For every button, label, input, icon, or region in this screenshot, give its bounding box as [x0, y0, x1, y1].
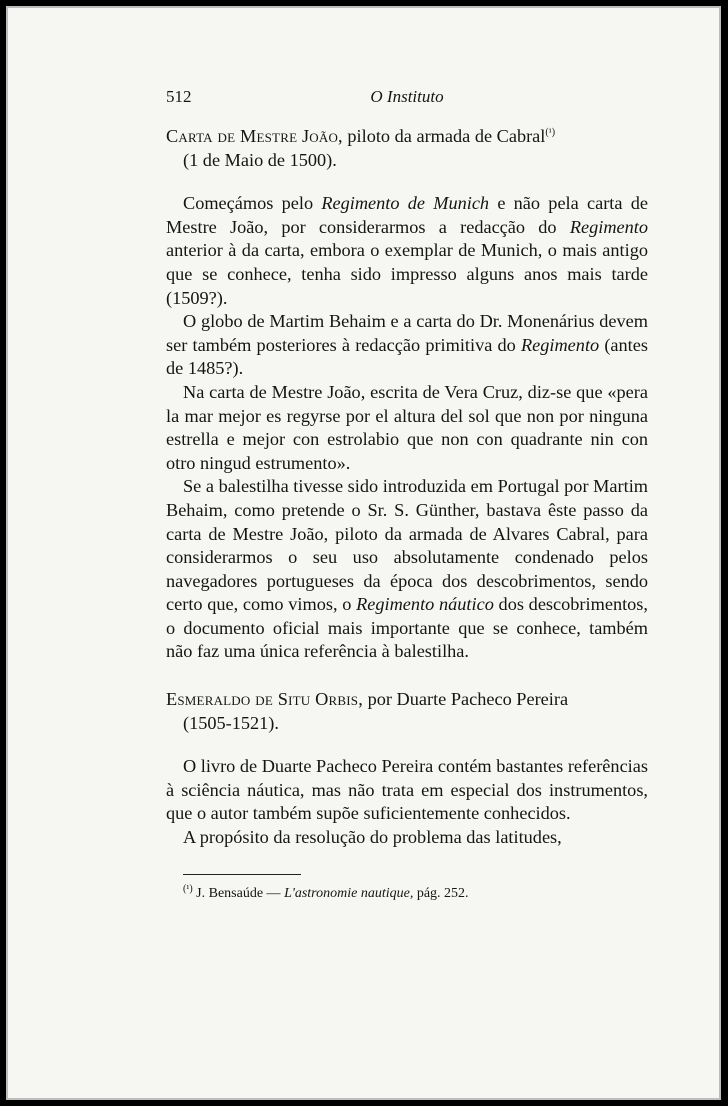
p2-text-a: O globo de Martim Behaim e a carta do Dr. Monenárius devem ser também posteriores à redacção primitiva do [166, 311, 648, 355]
p1-text-c: e não pela carta de Mestre João, por considerarmos a redacção do [166, 193, 648, 237]
p2-italic-b: Regimento [520, 334, 600, 355]
footnote-rule [183, 874, 301, 875]
page-number: 512 [166, 87, 192, 106]
paragraph-5: O livro de Duarte Pacheco Pereira contém bastantes referências à sciência náutica, mas não trata em especial dos instrumentos, que o autor também supõe suficientemente conhecidos. [166, 756, 648, 824]
page [6, 6, 721, 1100]
footnote-page: pág. 252. [413, 885, 469, 901]
paragraph-6: A propósito da resolução do problema das latitudes, [183, 827, 562, 848]
paragraph-4 [166, 475, 648, 664]
heading2-date: (1505-1521). [183, 712, 279, 733]
paragraph-1 [166, 192, 648, 310]
running-title: O Instituto [370, 87, 444, 106]
p2-text-c: (antes de 1485?). [166, 334, 648, 379]
heading-title-rest: piloto da armada de Cabral [342, 126, 546, 146]
p1-text-a: Começámos pelo [183, 193, 322, 214]
paragraph-3: Na carta de Mestre João, escrita de Vera Cruz, diz-se que «pera la mar mejor es regyrse por el altura del sol que non por ninguna estrella e mejor con estrolabio que non con quadrante nin con otro ningud estrumento». [166, 381, 648, 473]
p4-text-c: dos descobrimentos, o documento oficial mais importante que se conhece, também não faz uma única referência à balestilha. [166, 594, 648, 662]
heading2-title-smallcaps: Esmeraldo de Situ Orbis, [166, 689, 364, 710]
heading2-title-rest: por Duarte Pacheco Pereira [363, 689, 569, 710]
p4-text-a: Se a balestilha tivesse sido introduzida em Portugal por Martim Behaim, como pretende o Sr. S. Günther, bastava êste passo da carta de Mestre João, piloto da armada de Alvares Cabral, para considerarmos o seu uso absolutamente condenado pelos navegadores portugueses da época dos descobrimentos, sendo certo que, como vimos, o [166, 476, 648, 615]
section-heading-carta [166, 125, 648, 172]
footnote-ref: (¹) [545, 126, 556, 138]
p1-italic-b: Regimento de Munich [321, 193, 490, 214]
p1-italic-d: Regimento [569, 216, 648, 237]
footnote-author: J. Bensaúde — [192, 885, 285, 901]
p1-text-e: anterior à da carta, embora o exemplar de Munich, o mais antigo que se conhece, tenha sido impresso alguns anos mais tarde (1509?). [166, 240, 648, 308]
footnote-title: L'astronomie nautique, [284, 885, 414, 901]
paragraph-2 [166, 310, 648, 381]
heading-title-smallcaps: Carta de Mestre João, [166, 126, 343, 146]
footnote [183, 882, 648, 903]
text-block [166, 83, 648, 903]
p4-italic-b: Regimento náutico [356, 594, 494, 615]
section-heading-esmeraldo [166, 688, 648, 735]
page-header [166, 83, 648, 111]
heading-date: (1 de Maio de 1500). [183, 149, 337, 170]
footnote-mark: (¹) [183, 882, 193, 894]
